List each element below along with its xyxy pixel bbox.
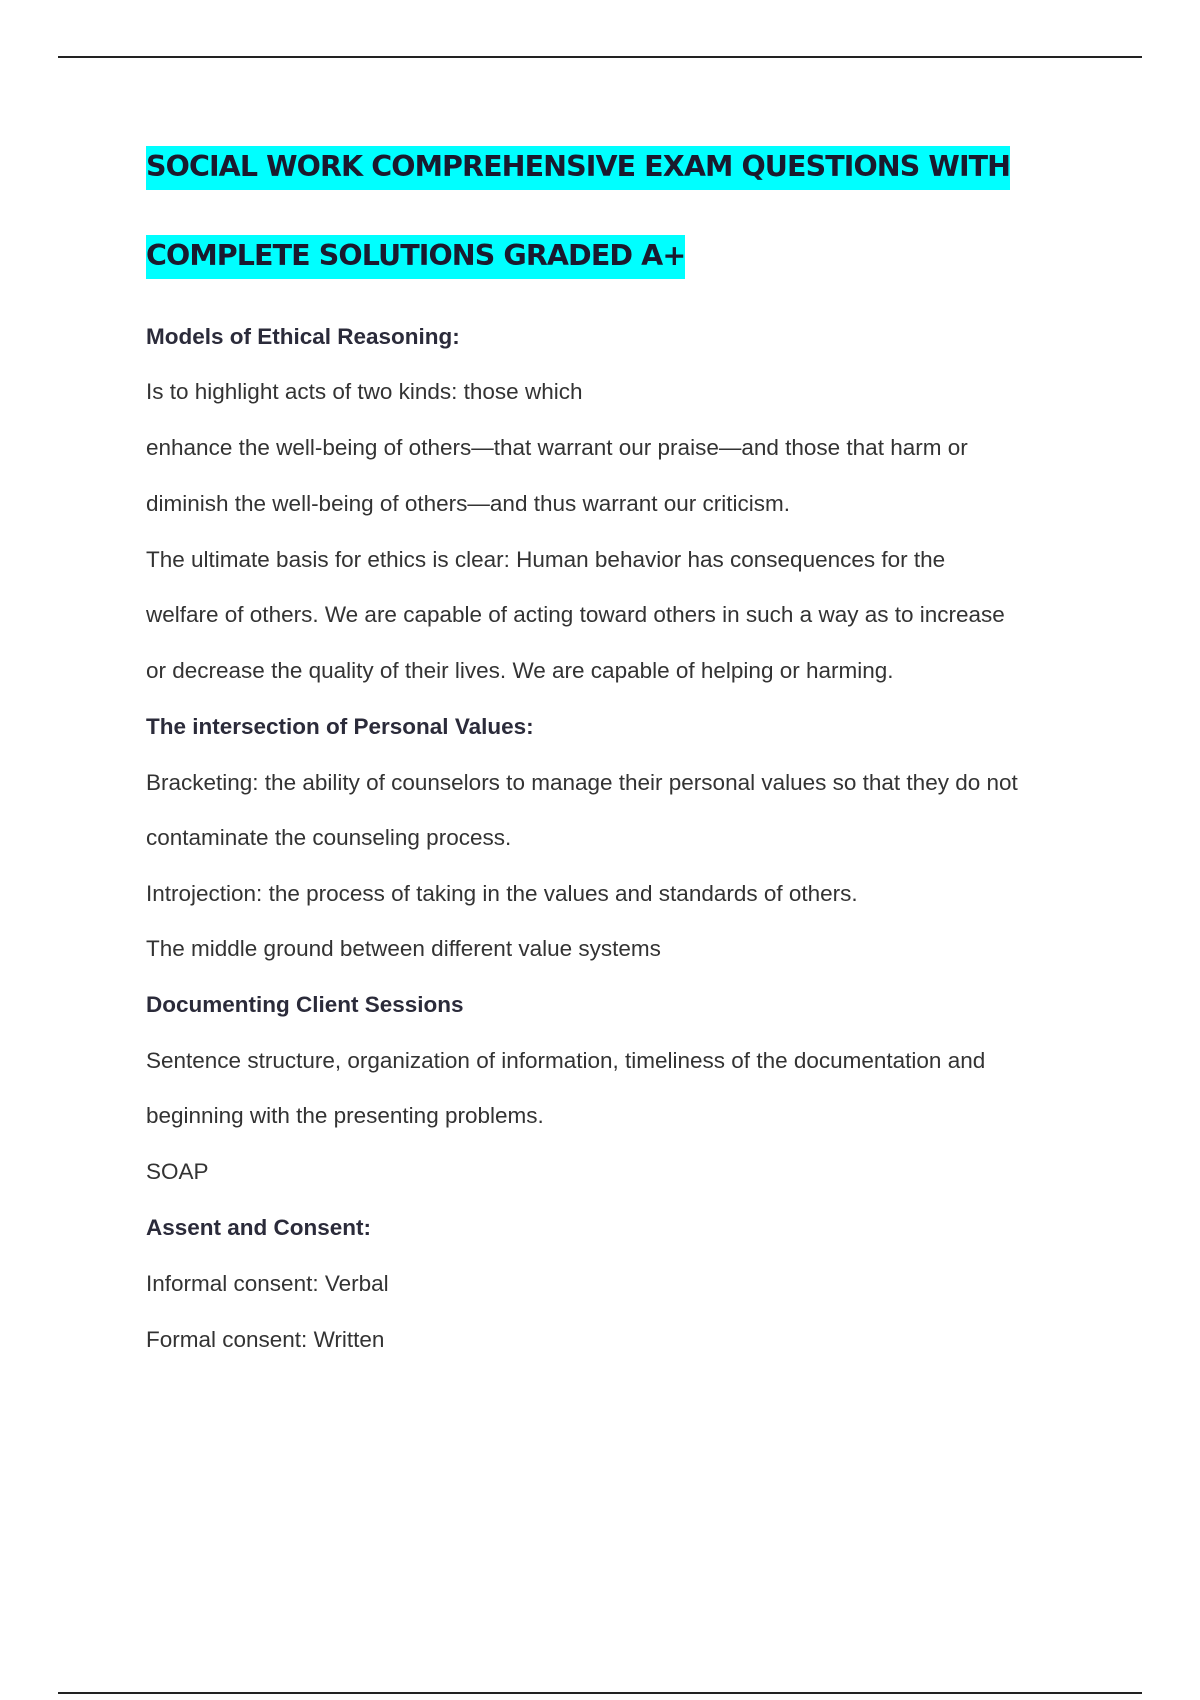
section-heading-personal-values: The intersection of Personal Values: [146, 714, 534, 739]
section-line: contaminate the counseling process. [146, 825, 512, 850]
section-line: or decrease the quality of their lives. We are capable of helping or harming. [146, 658, 894, 683]
section-line: Introjection: the process of taking in the values and standards of others. [146, 881, 858, 906]
section-line: welfare of others. We are capable of acting toward others in such a way as to increase [146, 602, 1005, 627]
bottom-rule [58, 1692, 1142, 1694]
section-line: The middle ground between different value systems [146, 936, 661, 961]
section-line: Is to highlight acts of two kinds: those which [146, 379, 583, 404]
section-line: beginning with the presenting problems. [146, 1103, 544, 1128]
section-line: The ultimate basis for ethics is clear: Human behavior has consequences for the [146, 547, 946, 572]
section-line: SOAP [146, 1159, 209, 1184]
section-heading-documenting-sessions: Documenting Client Sessions [146, 992, 464, 1017]
section-line: Bracketing: the ability of counselors to manage their personal values so that they do not [146, 770, 1018, 795]
section-line: enhance the well-being of others—that warrant our praise—and those that harm or [146, 435, 968, 460]
section-heading-ethical-reasoning: Models of Ethical Reasoning: [146, 324, 460, 349]
document-title-line-1: SOCIAL WORK COMPREHENSIVE EXAM QUESTIONS WITH [146, 146, 1010, 190]
top-rule [58, 56, 1142, 58]
section-line: Informal consent: Verbal [146, 1271, 389, 1296]
section-line: diminish the well-being of others—and thus warrant our criticism. [146, 491, 791, 516]
section-line: Formal consent: Written [146, 1327, 385, 1352]
document-title-line-2: COMPLETE SOLUTIONS GRADED A+ [146, 235, 685, 279]
section-heading-assent-consent: Assent and Consent: [146, 1215, 372, 1240]
section-line: Sentence structure, organization of information, timeliness of the documentation and [146, 1048, 986, 1073]
